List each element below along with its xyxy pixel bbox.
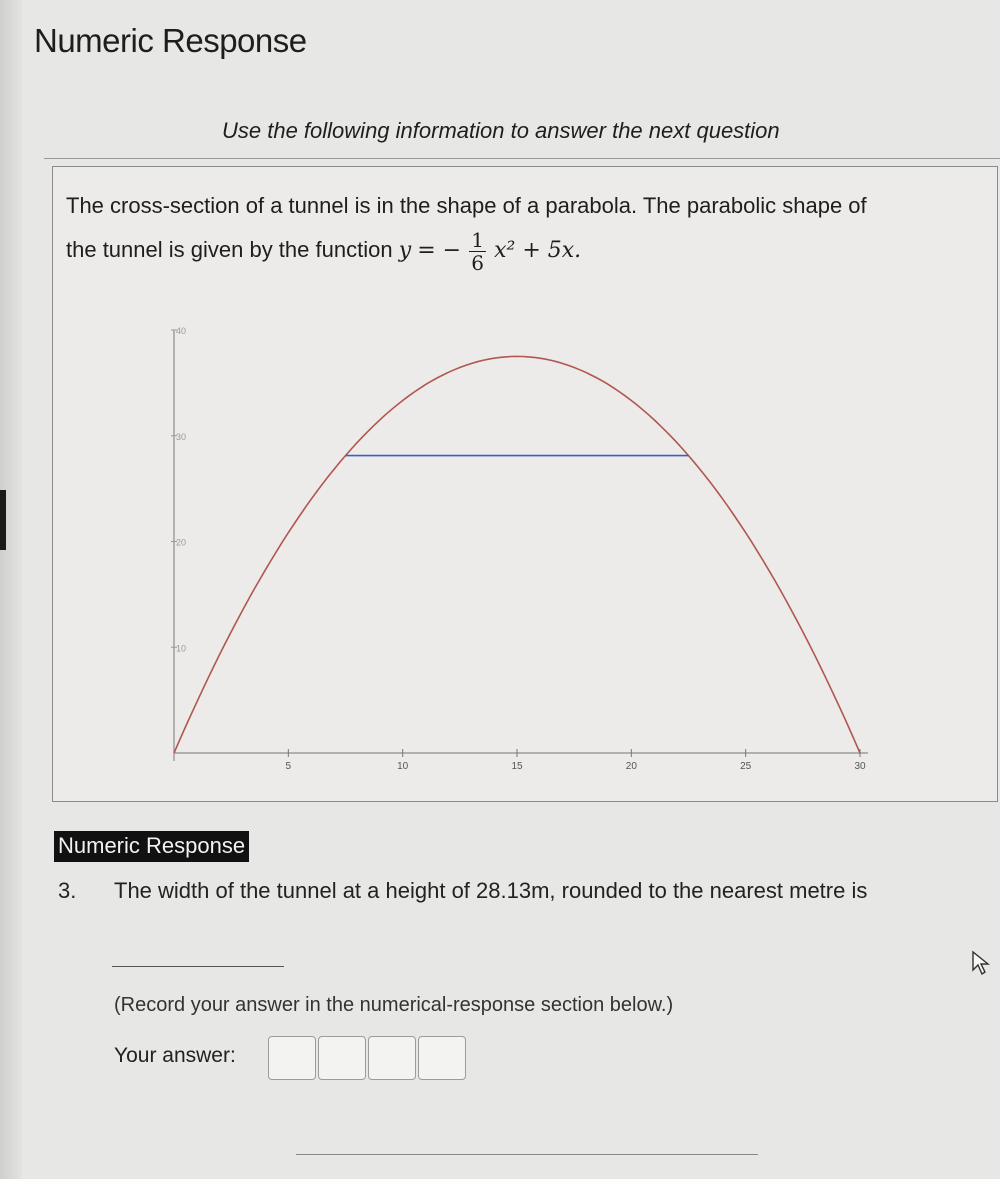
numeric-response-label: Numeric Response (54, 831, 249, 862)
x-tick-label: 15 (511, 761, 523, 772)
equation-lhs: y (398, 238, 412, 263)
y-tick-label: 40 (176, 326, 187, 336)
bottom-divider (296, 1154, 758, 1155)
answer-digit-box-3[interactable] (368, 1036, 416, 1080)
record-note: (Record your answer in the numerical-response section below.) (114, 994, 674, 1016)
equation-rest: x² + 5x. (494, 238, 582, 263)
x-tick-label: 5 (285, 761, 292, 772)
x-tick-label: 30 (854, 761, 866, 772)
x-tick-label: 20 (625, 761, 637, 772)
page-title: Numeric Response (34, 22, 307, 59)
y-tick-label: 20 (176, 537, 187, 548)
side-tab[interactable] (0, 490, 6, 550)
problem-line-2 (66, 228, 986, 274)
equation-sign: = − (417, 238, 462, 263)
problem-line-1: The cross-section of a tunnel is in the shape of a parabola. The parabolic shape of (66, 193, 867, 218)
answer-digit-box-1[interactable] (268, 1036, 316, 1080)
your-answer-label: Your answer: (114, 1044, 236, 1067)
fraction-denominator: 6 (471, 250, 484, 275)
answer-boxes (268, 1036, 466, 1080)
parabola-curve (174, 356, 860, 753)
question-text: The width of the tunnel at a height of 28.13m, rounded to the nearest metre is (114, 878, 868, 903)
x-tick-label: 10 (397, 761, 409, 772)
answer-blank-line (112, 966, 284, 967)
instruction-text: Use the following information to answer the next question (222, 118, 780, 143)
answer-digit-box-2[interactable] (318, 1036, 366, 1080)
fraction-numerator: 1 (471, 227, 484, 252)
mouse-pointer-icon (970, 950, 992, 976)
y-tick-label: 10 (176, 643, 187, 654)
info-divider (44, 158, 1000, 159)
x-tick-label: 25 (740, 761, 752, 772)
problem-statement (66, 184, 986, 274)
left-edge (0, 0, 22, 1179)
equation-fraction (469, 229, 486, 274)
question-number: 3. (58, 878, 77, 903)
answer-digit-box-4[interactable] (418, 1036, 466, 1080)
y-tick-label: 30 (176, 431, 187, 442)
problem-line-2-prefix: the tunnel is given by the function (66, 237, 393, 262)
parabola-graph (160, 320, 880, 780)
